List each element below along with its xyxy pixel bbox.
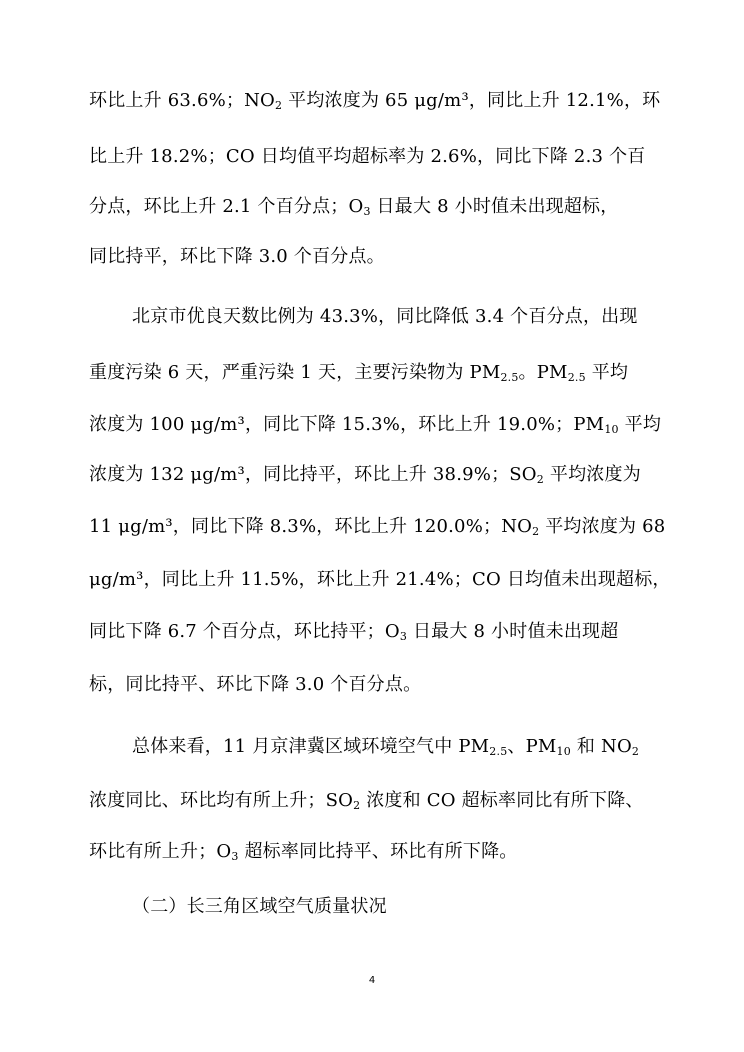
text-line: [89, 458, 657, 492]
text-segment: 平均浓度为 65 μg/m³，同比上升 12.1%，环: [282, 90, 661, 111]
text-segment: 。PM: [518, 362, 568, 383]
subscript: 2: [631, 745, 640, 758]
text-segment: 环比有所上升；O: [89, 841, 232, 862]
text-segment: （二）长三角区域空气质量状况: [132, 896, 387, 917]
subscript: 2: [532, 525, 540, 538]
subscript: 10: [556, 745, 571, 758]
text-segment: 日最大 8 小时值未出现超: [407, 621, 619, 642]
text-line: [89, 668, 657, 702]
section-heading: [132, 890, 657, 924]
subscript: 2: [275, 99, 283, 112]
text-segment: 和 NO: [570, 736, 632, 757]
text-line: [89, 190, 657, 224]
text-segment: 浓度和 CO 超标率同比有所下降、: [360, 790, 644, 811]
text-segment: 平均浓度为 68: [539, 516, 666, 537]
text-segment: 北京市优良天数比例为 43.3%，同比降低 3.4 个百分点，出现: [132, 306, 638, 327]
subscript: 2: [536, 473, 544, 486]
text-segment: 11 μg/m³，同比下降 8.3%，环比上升 120.0%；NO: [89, 516, 533, 537]
subscript: 3: [399, 630, 408, 643]
text-segment: 环比上升 63.6%；NO: [89, 90, 276, 111]
text-segment: 比上升 18.2%；CO 日均值平均超标率为 2.6%，同比下降 2.3 个百: [89, 146, 646, 167]
text-line: [89, 84, 661, 118]
text-line: [89, 356, 657, 390]
text-segment: 分点，环比上升 2.1 个百分点；O: [89, 196, 364, 217]
text-segment: 浓度同比、环比均有所上升；SO: [89, 790, 354, 811]
text-segment: 同比持平，环比下降 3.0 个百分点。: [89, 246, 385, 267]
text-line: [89, 784, 657, 818]
text-segment: 浓度为 100 μg/m³，同比下降 15.3%，环比上升 19.0%；PM: [89, 414, 605, 435]
text-line: [89, 835, 657, 869]
text-line: [132, 730, 657, 764]
text-segment: 浓度为 132 μg/m³，同比持平，环比上升 38.9%；SO: [89, 464, 537, 485]
text-segment: 同比下降 6.7 个百分点，环比持平；O: [89, 621, 400, 642]
text-line: [132, 300, 657, 334]
subscript: 2.5: [567, 371, 586, 384]
text-segment: μg/m³，同比上升 11.5%，环比上升 21.4%；CO 日均值未出现超标，: [89, 569, 671, 590]
text-line: [89, 140, 657, 174]
text-segment: 标，同比持平、环比下降 3.0 个百分点。: [89, 674, 422, 695]
text-line: [89, 615, 657, 649]
text-segment: 、PM: [507, 736, 557, 757]
subscript: 3: [363, 205, 371, 218]
text-segment: 总体来看，11 月京津冀区域环境空气中 PM: [132, 736, 490, 757]
text-segment: 平均浓度为: [543, 464, 641, 485]
subscript: 2.5: [489, 745, 508, 758]
text-segment: 平均: [585, 362, 629, 383]
text-segment: 重度污染 6 天，严重污染 1 天，主要污染物为 PM: [89, 362, 501, 383]
text-line: [89, 240, 657, 274]
text-segment: 平均: [618, 414, 662, 435]
page-number: 4: [368, 975, 376, 986]
text-segment: 日最大 8 小时值未出现超标，: [370, 196, 619, 217]
text-segment: 超标率同比持平、环比有所下降。: [238, 841, 518, 862]
text-line: [89, 563, 671, 597]
subscript: 3: [231, 850, 239, 863]
subscript: 2.5: [500, 371, 519, 384]
subscript: 2: [353, 799, 361, 812]
subscript: 10: [604, 423, 619, 436]
text-line: [89, 408, 662, 442]
text-line: [89, 510, 666, 544]
